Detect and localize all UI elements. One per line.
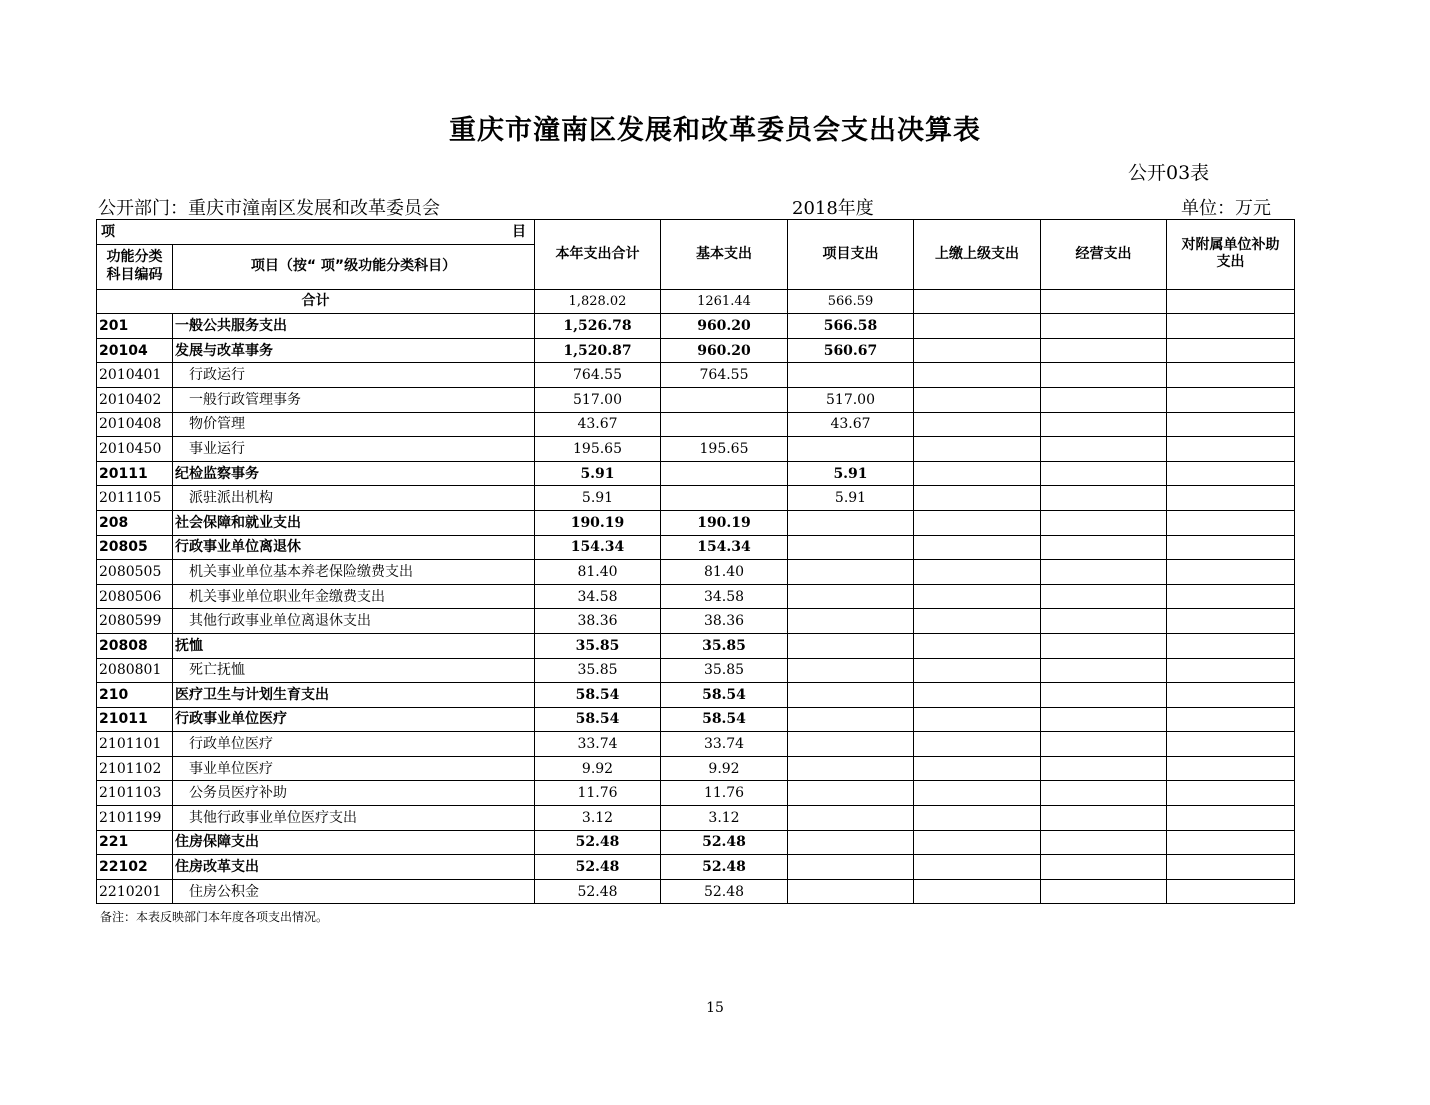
header-subsidy-text: 对附属单位补助支出 — [1181, 236, 1280, 271]
row-business — [1041, 363, 1167, 388]
row-subsidy — [1167, 338, 1295, 363]
row-project — [788, 683, 914, 708]
header-upper: 上缴上级支出 — [914, 220, 1041, 290]
row-total: 38.36 — [535, 609, 661, 634]
row-business — [1041, 879, 1167, 904]
row-name: 住房改革支出 — [173, 855, 535, 880]
row-name: 行政事业单位医疗 — [173, 707, 535, 732]
row-basic: 34.58 — [661, 584, 788, 609]
sum-row — [97, 289, 1295, 314]
row-code: 20111 — [97, 461, 173, 486]
row-name: 医疗卫生与计划生育支出 — [173, 683, 535, 708]
row-project: 43.67 — [788, 412, 914, 437]
row-code: 2080505 — [97, 560, 173, 585]
row-name: 行政单位医疗 — [173, 732, 535, 757]
row-business — [1041, 707, 1167, 732]
row-total: 52.48 — [535, 855, 661, 880]
sum-basic: 1261.44 — [661, 289, 788, 314]
row-project — [788, 756, 914, 781]
row-total: 81.40 — [535, 560, 661, 585]
row-basic: 35.85 — [661, 658, 788, 683]
table-row — [97, 879, 1295, 904]
row-basic — [661, 461, 788, 486]
row-upper — [914, 535, 1041, 560]
row-subsidy — [1167, 855, 1295, 880]
row-subsidy — [1167, 781, 1295, 806]
row-basic: 52.48 — [661, 830, 788, 855]
row-upper — [914, 879, 1041, 904]
row-total: 764.55 — [535, 363, 661, 388]
sum-upper — [914, 289, 1041, 314]
sum-subsidy — [1167, 289, 1295, 314]
row-subsidy — [1167, 486, 1295, 511]
row-total: 517.00 — [535, 387, 661, 412]
row-code: 2210201 — [97, 879, 173, 904]
row-total: 58.54 — [535, 683, 661, 708]
row-name: 派驻派出机构 — [173, 486, 535, 511]
row-code: 2010401 — [97, 363, 173, 388]
row-code: 2080506 — [97, 584, 173, 609]
row-name: 事业运行 — [173, 437, 535, 462]
row-subsidy — [1167, 707, 1295, 732]
row-project — [788, 879, 914, 904]
row-basic: 960.20 — [661, 338, 788, 363]
row-project — [788, 855, 914, 880]
table-row — [97, 806, 1295, 831]
row-basic: 81.40 — [661, 560, 788, 585]
row-subsidy — [1167, 584, 1295, 609]
row-basic: 11.76 — [661, 781, 788, 806]
header-business: 经营支出 — [1041, 220, 1167, 290]
row-subsidy — [1167, 658, 1295, 683]
row-project — [788, 707, 914, 732]
row-upper — [914, 781, 1041, 806]
row-upper — [914, 363, 1041, 388]
row-code: 2101102 — [97, 756, 173, 781]
row-code: 221 — [97, 830, 173, 855]
table-row — [97, 584, 1295, 609]
row-subsidy — [1167, 510, 1295, 535]
row-total: 195.65 — [535, 437, 661, 462]
row-project — [788, 363, 914, 388]
sum-total: 1,828.02 — [535, 289, 661, 314]
row-total: 5.91 — [535, 486, 661, 511]
row-total: 33.74 — [535, 732, 661, 757]
table-row — [97, 633, 1295, 658]
unit-label: 单位：万元 — [1181, 198, 1271, 219]
row-upper — [914, 855, 1041, 880]
row-business — [1041, 584, 1167, 609]
row-project — [788, 560, 914, 585]
row-upper — [914, 412, 1041, 437]
row-business — [1041, 437, 1167, 462]
sum-project: 566.59 — [788, 289, 914, 314]
row-name: 行政事业单位离退休 — [173, 535, 535, 560]
row-code: 2080801 — [97, 658, 173, 683]
row-total: 1,526.78 — [535, 314, 661, 339]
header-code — [97, 244, 173, 289]
row-business — [1041, 806, 1167, 831]
row-business — [1041, 683, 1167, 708]
table-row — [97, 363, 1295, 388]
row-project — [788, 437, 914, 462]
table-row — [97, 707, 1295, 732]
row-upper — [914, 584, 1041, 609]
row-basic: 3.12 — [661, 806, 788, 831]
expenditure-table — [96, 219, 1295, 904]
row-code: 2101103 — [97, 781, 173, 806]
row-project: 517.00 — [788, 387, 914, 412]
row-total: 35.85 — [535, 658, 661, 683]
row-project — [788, 609, 914, 634]
header-xiang: 项 — [101, 224, 115, 240]
row-business — [1041, 633, 1167, 658]
row-basic — [661, 412, 788, 437]
row-project — [788, 781, 914, 806]
row-name: 抚恤 — [173, 633, 535, 658]
table-row — [97, 486, 1295, 511]
row-upper — [914, 658, 1041, 683]
row-code: 201 — [97, 314, 173, 339]
department-label: 公开部门：重庆市潼南区发展和改革委员会 — [98, 198, 440, 219]
row-code: 2010408 — [97, 412, 173, 437]
table-row — [97, 387, 1295, 412]
row-subsidy — [1167, 314, 1295, 339]
table-row — [97, 658, 1295, 683]
row-basic: 9.92 — [661, 756, 788, 781]
sum-business — [1041, 289, 1167, 314]
row-business — [1041, 658, 1167, 683]
row-project: 566.58 — [788, 314, 914, 339]
row-basic: 33.74 — [661, 732, 788, 757]
row-business — [1041, 412, 1167, 437]
header-basic: 基本支出 — [661, 220, 788, 290]
row-code: 208 — [97, 510, 173, 535]
row-total: 58.54 — [535, 707, 661, 732]
table-row — [97, 683, 1295, 708]
table-row — [97, 855, 1295, 880]
row-project — [788, 510, 914, 535]
row-business — [1041, 732, 1167, 757]
row-subsidy — [1167, 830, 1295, 855]
row-subsidy — [1167, 806, 1295, 831]
header-mu: 目 — [512, 224, 526, 240]
header-subsidy — [1167, 220, 1295, 290]
row-subsidy — [1167, 732, 1295, 757]
row-subsidy — [1167, 437, 1295, 462]
row-name: 公务员医疗补助 — [173, 781, 535, 806]
table-row — [97, 461, 1295, 486]
row-name: 机关事业单位职业年金缴费支出 — [173, 584, 535, 609]
row-upper — [914, 510, 1041, 535]
row-basic: 154.34 — [661, 535, 788, 560]
fiscal-year: 2018年度 — [792, 198, 874, 219]
row-basic: 52.48 — [661, 855, 788, 880]
row-business — [1041, 609, 1167, 634]
row-subsidy — [1167, 387, 1295, 412]
header-project: 项目支出 — [788, 220, 914, 290]
row-upper — [914, 437, 1041, 462]
row-upper — [914, 683, 1041, 708]
row-upper — [914, 806, 1041, 831]
row-upper — [914, 314, 1041, 339]
row-business — [1041, 830, 1167, 855]
row-name: 其他行政事业单位离退休支出 — [173, 609, 535, 634]
row-business — [1041, 855, 1167, 880]
row-total: 52.48 — [535, 879, 661, 904]
row-basic — [661, 387, 788, 412]
row-name: 社会保障和就业支出 — [173, 510, 535, 535]
row-upper — [914, 707, 1041, 732]
row-project — [788, 584, 914, 609]
row-code: 2101101 — [97, 732, 173, 757]
row-business — [1041, 314, 1167, 339]
row-name: 物价管理 — [173, 412, 535, 437]
row-total: 34.58 — [535, 584, 661, 609]
row-basic: 195.65 — [661, 437, 788, 462]
row-total: 43.67 — [535, 412, 661, 437]
table-row — [97, 781, 1295, 806]
table-row — [97, 412, 1295, 437]
row-code: 2010450 — [97, 437, 173, 462]
row-name: 发展与改革事务 — [173, 338, 535, 363]
row-total: 35.85 — [535, 633, 661, 658]
row-code: 2101199 — [97, 806, 173, 831]
header-name: 项目（按“ 项”级功能分类科目） — [173, 244, 535, 289]
table-row — [97, 756, 1295, 781]
row-total: 11.76 — [535, 781, 661, 806]
row-project — [788, 633, 914, 658]
row-upper — [914, 338, 1041, 363]
row-code: 21011 — [97, 707, 173, 732]
sum-label: 合计 — [97, 289, 535, 314]
row-code: 2080599 — [97, 609, 173, 634]
row-business — [1041, 781, 1167, 806]
row-total: 9.92 — [535, 756, 661, 781]
row-basic: 52.48 — [661, 879, 788, 904]
row-subsidy — [1167, 461, 1295, 486]
table-row — [97, 338, 1295, 363]
row-code: 2010402 — [97, 387, 173, 412]
row-subsidy — [1167, 683, 1295, 708]
row-project — [788, 806, 914, 831]
row-business — [1041, 338, 1167, 363]
row-subsidy — [1167, 560, 1295, 585]
table-row — [97, 437, 1295, 462]
row-name: 住房公积金 — [173, 879, 535, 904]
table-row — [97, 535, 1295, 560]
row-subsidy — [1167, 609, 1295, 634]
row-upper — [914, 387, 1041, 412]
page-number: 15 — [706, 1000, 724, 1016]
row-upper — [914, 486, 1041, 511]
row-subsidy — [1167, 412, 1295, 437]
row-business — [1041, 486, 1167, 511]
row-name: 事业单位医疗 — [173, 756, 535, 781]
footnote: 备注：本表反映部门本年度各项支出情况。 — [100, 910, 329, 924]
row-upper — [914, 633, 1041, 658]
row-subsidy — [1167, 363, 1295, 388]
row-name: 纪检监察事务 — [173, 461, 535, 486]
table-body — [97, 314, 1295, 904]
row-subsidy — [1167, 633, 1295, 658]
row-name: 行政运行 — [173, 363, 535, 388]
row-basic: 35.85 — [661, 633, 788, 658]
row-upper — [914, 732, 1041, 757]
row-basic: 764.55 — [661, 363, 788, 388]
row-business — [1041, 461, 1167, 486]
header-total: 本年支出合计 — [535, 220, 661, 290]
table-row — [97, 830, 1295, 855]
row-basic: 58.54 — [661, 683, 788, 708]
row-business — [1041, 560, 1167, 585]
table-row — [97, 732, 1295, 757]
page-title: 重庆市潼南区发展和改革委员会支出决算表 — [449, 115, 981, 146]
row-name: 一般行政管理事务 — [173, 387, 535, 412]
table-row — [97, 609, 1295, 634]
row-total: 3.12 — [535, 806, 661, 831]
row-business — [1041, 387, 1167, 412]
row-total: 190.19 — [535, 510, 661, 535]
row-subsidy — [1167, 756, 1295, 781]
row-project: 560.67 — [788, 338, 914, 363]
row-code: 20104 — [97, 338, 173, 363]
row-total: 52.48 — [535, 830, 661, 855]
table-row — [97, 314, 1295, 339]
row-code: 2011105 — [97, 486, 173, 511]
row-project — [788, 830, 914, 855]
row-total: 154.34 — [535, 535, 661, 560]
header-code-text: 功能分类科目编码 — [106, 249, 163, 283]
row-project: 5.91 — [788, 461, 914, 486]
header-xiang-mu — [97, 220, 535, 245]
header-row-1 — [97, 220, 1295, 245]
row-code: 20805 — [97, 535, 173, 560]
row-business — [1041, 510, 1167, 535]
row-code: 22102 — [97, 855, 173, 880]
row-subsidy — [1167, 535, 1295, 560]
table-number: 公开03表 — [1128, 162, 1210, 184]
row-basic: 58.54 — [661, 707, 788, 732]
row-name: 机关事业单位基本养老保险缴费支出 — [173, 560, 535, 585]
row-basic: 190.19 — [661, 510, 788, 535]
row-business — [1041, 535, 1167, 560]
row-name: 一般公共服务支出 — [173, 314, 535, 339]
table-row — [97, 510, 1295, 535]
row-total: 5.91 — [535, 461, 661, 486]
row-business — [1041, 756, 1167, 781]
row-name: 其他行政事业单位医疗支出 — [173, 806, 535, 831]
row-upper — [914, 609, 1041, 634]
row-project — [788, 732, 914, 757]
row-project: 5.91 — [788, 486, 914, 511]
table-row — [97, 560, 1295, 585]
row-name: 死亡抚恤 — [173, 658, 535, 683]
row-upper — [914, 461, 1041, 486]
row-upper — [914, 560, 1041, 585]
row-upper — [914, 830, 1041, 855]
row-project — [788, 658, 914, 683]
row-code: 20808 — [97, 633, 173, 658]
row-upper — [914, 756, 1041, 781]
row-basic: 960.20 — [661, 314, 788, 339]
row-code: 210 — [97, 683, 173, 708]
row-basic — [661, 486, 788, 511]
row-name: 住房保障支出 — [173, 830, 535, 855]
row-basic: 38.36 — [661, 609, 788, 634]
row-project — [788, 535, 914, 560]
row-subsidy — [1167, 879, 1295, 904]
row-total: 1,520.87 — [535, 338, 661, 363]
